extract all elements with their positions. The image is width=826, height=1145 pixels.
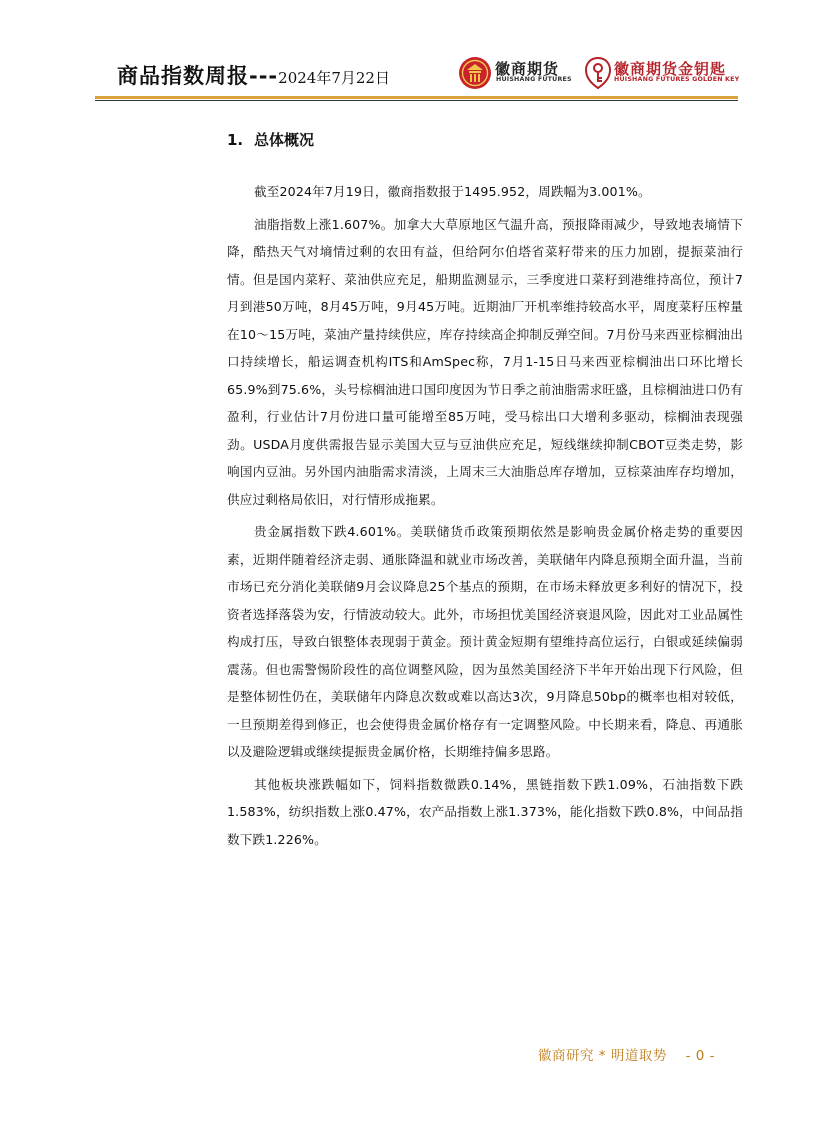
header-rule-dark (95, 100, 738, 101)
report-body (227, 128, 743, 858)
paragraph-oils: 油脂指数上涨1.607%。加拿大大草原地区气温升高，预报降雨减少，导致地表墒情下降，酷热天气对墒情过剩的农田有益，但给阿尔伯塔省菜籽带来的压力加剧，提振菜油行情。但是国内菜籽、菜油供应充足，船期监测显示，三季度进口菜籽到港维持高位，预计7月到港50万吨，8月45万吨，9月45万吨。近期油厂开机率维持较高水平，周度菜籽压榨量在10～15万吨，菜油产量持续供应，库存持续高企抑制反弹空间。7月份马来西亚棕榈油出口持续增长，船运调查机构ITS和AmSpec称，7月1-15日马来西亚棕榈油出口环比增长65.9%到75.6%，头号棕榈油进口国印度因为节日季之前油脂需求旺盛，且棕榈油进口仍有盈利，行业估计7月份进口量可能增至85万吨，受马棕出口大增利多驱动，棕榈油表现强劲。USDA月度供需报告显示美国大豆与豆油供应充足，短线继续抑制CBOT豆类走势，影响国内豆油。另外国内油脂需求清淡，上周末三大油脂总库存增加，豆棕菜油库存均增加，供应过剩格局依旧，对行情形成拖累。 (227, 216, 743, 507)
page-number: - 0 - (685, 1048, 716, 1064)
section-number: 1. (227, 131, 244, 149)
footer-slogan: 徽商研究 * 明道取势 (538, 1048, 667, 1064)
section-heading (227, 128, 743, 152)
header-rule-gold (95, 96, 738, 99)
document-title (117, 60, 390, 90)
paragraph-summary: 截至2024年7月19日，徽商指数报于1495.952，周跌幅为3.001%。 (254, 184, 651, 199)
logo2-cn-text: 徽商期货金钥匙 (614, 60, 727, 78)
report-title: 商品指数周报--- (117, 64, 279, 88)
report-date: 2024年7月22日 (278, 69, 390, 87)
paragraph-other-sectors: 其他板块涨跌幅如下，饲料指数微跌0.14%，黑链指数下跌1.09%，石油指数下跌1.583%，纺织指数上涨0.47%，农产品指数上涨1.373%，能化指数下跌0.8%，中间品指数下跌1.226%。 (227, 776, 743, 847)
golden-key-emblem-icon (584, 56, 612, 90)
logo2-en-text: HUISHANG FUTURES GOLDEN KEY (614, 76, 740, 83)
golden-key-logo (584, 56, 740, 90)
paragraph-precious-metals: 贵金属指数下跌4.601%。美联储货币政策预期依然是影响贵金属价格走势的重要因素，近期伴随着经济走弱、通胀降温和就业市场改善，美联储年内降息预期全面升温，当前市场已充分消化美联储9月会议降息25个基点的预期，在市场未释放更多利好的情况下，投资者选择落袋为安，行情波动较大。此外，市场担忧美国经济衰退风险，因此对工业品属性构成打压，导致白银整体表现弱于黄金。预计黄金短期有望维持高位运行，白银或延续偏弱震荡。但也需警惕阶段性的高位调整风险，因为虽然美国经济下半年开始出现下行风险，但是整体韧性仍在，美联储年内降息次数或难以高达3次，9月降息50bp的概率也相对较低，一旦预期差得到修正，也会使得贵金属价格存有一定调整风险。中长期来看，降息、再通胀以及避险逻辑或继续提振贵金属价格，长期维持偏多思路。 (227, 524, 743, 759)
logo1-cn-text: 徽商期货 (495, 60, 560, 78)
section-title-text: 总体概况 (254, 131, 315, 149)
huishang-emblem-icon (458, 56, 492, 90)
logo1-en-text: HUISHANG FUTURES (496, 76, 572, 83)
page-footer (538, 1044, 715, 1064)
huishang-futures-logo (458, 56, 576, 90)
